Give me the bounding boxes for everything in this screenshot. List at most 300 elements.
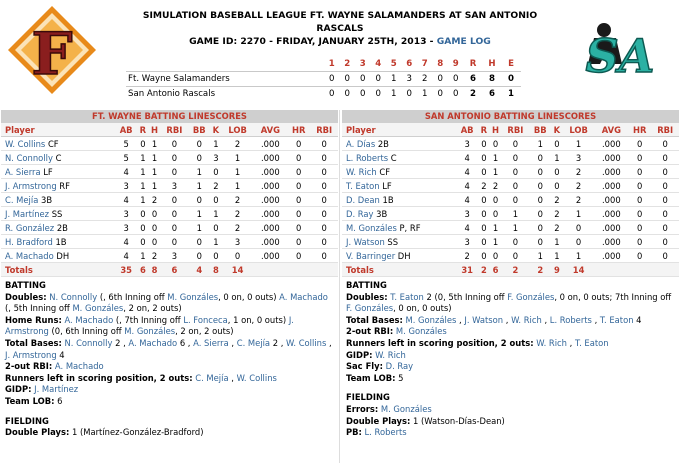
linescore-header-inning: 7	[417, 57, 433, 72]
col-header: BB	[529, 123, 551, 137]
errors-note	[346, 404, 675, 416]
player-link[interactable]: A. Machado	[279, 291, 328, 302]
two-out-rbi-label: 2-out RBI:	[346, 326, 394, 337]
player-link[interactable]: A. Sierra	[5, 166, 41, 177]
player-cell	[1, 235, 115, 249]
player-link[interactable]: C. Mejía	[5, 194, 39, 205]
note-text: ,	[566, 337, 575, 348]
stat-cell: .000	[254, 207, 287, 221]
stat-cell: 4	[115, 165, 137, 179]
stat-cell: 0	[287, 151, 310, 165]
note-text: 5	[395, 372, 404, 383]
sac-fly-note	[346, 361, 675, 373]
stat-cell: 0	[287, 193, 310, 207]
player-position: CF	[376, 166, 391, 177]
header-line1: SIMULATION BASEBALL LEAGUE FT. WAYNE SALAMANDERS AT SAN ANTONIO	[142, 10, 538, 21]
stat-cell: .000	[254, 165, 287, 179]
totals-cell: 8	[210, 263, 221, 277]
stat-cell: 1	[188, 165, 210, 179]
stat-cell: 0	[310, 207, 338, 221]
note-text: ,	[541, 314, 550, 325]
header-line2: RASCALS	[316, 23, 364, 34]
logo-left-letter: F	[31, 20, 73, 88]
stat-cell: 0	[628, 151, 651, 165]
stat-cell: 1	[563, 137, 595, 151]
player-cell	[342, 165, 456, 179]
stat-cell: 0	[222, 249, 254, 263]
stat-cell: 1	[137, 165, 148, 179]
stat-cell: 0	[310, 235, 338, 249]
player-link[interactable]: M. Gonzáles	[380, 403, 432, 414]
player-link[interactable]: J. Watson	[346, 236, 385, 247]
gidp-note	[5, 384, 334, 396]
stat-cell: 0	[529, 179, 551, 193]
stat-cell: .000	[595, 221, 628, 235]
note-text: 4	[633, 314, 642, 325]
stat-cell: .000	[595, 137, 628, 151]
stat-cell: .000	[254, 235, 287, 249]
player-link[interactable]: F. Gonzáles	[507, 291, 555, 302]
stat-cell: 1	[188, 207, 210, 221]
stat-cell: 0	[651, 249, 679, 263]
stat-cell: 0	[489, 249, 501, 263]
col-header: LOB	[563, 123, 595, 137]
stat-cell: 4	[456, 221, 478, 235]
stat-cell: 2	[222, 137, 254, 151]
risp-label: Runners left in scoring position, 2 outs:	[5, 372, 193, 383]
linescore-header-inning: 9	[448, 57, 464, 72]
home-totals-row	[342, 263, 679, 277]
stat-cell: 0	[210, 165, 221, 179]
player-link[interactable]: A. Días	[346, 138, 376, 149]
stat-cell: 1	[222, 151, 254, 165]
note-text: (0, 6th Inning off	[48, 326, 125, 337]
stat-cell: .000	[595, 235, 628, 249]
stat-cell: 0	[502, 165, 530, 179]
stat-cell: 0	[563, 235, 595, 249]
totals-label: Totals	[342, 263, 456, 277]
stat-cell: 2	[456, 249, 478, 263]
player-cell	[1, 137, 115, 151]
home-notes	[342, 280, 679, 439]
stat-cell: .000	[254, 137, 287, 151]
player-link[interactable]: V. Barringer	[346, 250, 396, 261]
stat-cell: 0	[188, 151, 210, 165]
player-link[interactable]: W. Rich	[346, 166, 377, 177]
col-header: RBI	[161, 123, 189, 137]
stat-cell: .000	[595, 165, 628, 179]
player-cell	[342, 137, 456, 151]
stat-cell: 1	[137, 151, 148, 165]
column-divider	[339, 110, 340, 463]
stat-cell: 0	[651, 221, 679, 235]
note-text: 6	[54, 395, 63, 406]
san-antonio-logo	[572, 8, 668, 90]
linescore-hits: 8	[483, 72, 502, 87]
player-link[interactable]: M. Gonzáles	[167, 291, 219, 302]
player-cell	[342, 207, 456, 221]
stat-cell: 3	[456, 207, 478, 221]
player-position: RF	[56, 180, 70, 191]
linescore-inning-runs: 0	[448, 72, 464, 87]
linescore-row-away	[126, 72, 521, 87]
player-link[interactable]: A. Machado	[54, 361, 104, 372]
player-position: 2B	[54, 222, 68, 233]
player-link[interactable]: L. Roberts	[549, 314, 592, 325]
two-out-rbi-note	[5, 361, 334, 373]
player-link[interactable]: J. Martínez	[34, 384, 79, 395]
stat-cell: 0	[651, 207, 679, 221]
player-row	[342, 137, 679, 151]
game-log-link[interactable]: GAME LOG	[436, 36, 491, 47]
stat-cell: 0	[161, 207, 189, 221]
risp-note	[5, 373, 334, 385]
stat-cell: .000	[254, 179, 287, 193]
stat-cell: 0	[210, 221, 221, 235]
stat-cell: 0	[478, 235, 489, 249]
player-cell	[1, 179, 115, 193]
player-link[interactable]: J. Watson	[464, 314, 504, 325]
stat-cell: 0	[628, 249, 651, 263]
stat-cell: 0	[502, 137, 530, 151]
stat-cell: 4	[456, 179, 478, 193]
player-link[interactable]: H. Bradford	[5, 236, 53, 247]
player-link[interactable]: C. Mejía	[195, 372, 229, 383]
player-link[interactable]: W. Collins	[236, 372, 277, 383]
player-cell	[342, 193, 456, 207]
stat-cell: 2	[551, 193, 562, 207]
player-row	[342, 193, 679, 207]
stat-cell: 2	[210, 179, 221, 193]
player-link[interactable]: T. Eaton	[346, 180, 380, 191]
away-totals-row	[1, 263, 338, 277]
double-plays-note	[346, 416, 675, 428]
col-header: H	[148, 123, 160, 137]
linescore-inning-runs: 0	[433, 72, 449, 87]
note-text: , 0 on, 0 outs; 7th Inning off	[554, 291, 672, 302]
stat-cell: 0	[148, 235, 160, 249]
col-header: BB	[188, 123, 210, 137]
stat-cell: 0	[502, 179, 530, 193]
stat-cell: 1	[489, 235, 501, 249]
stat-cell: 1	[551, 151, 562, 165]
stat-cell: 1	[529, 249, 551, 263]
player-cell	[1, 249, 115, 263]
linescore-team-name: Ft. Wayne Salamanders	[126, 72, 324, 87]
stat-cell: 1	[148, 151, 160, 165]
linescore-runs: 6	[464, 72, 483, 87]
batting-header-row	[1, 123, 338, 137]
totals-cell: 9	[551, 263, 562, 277]
gidp-label: GIDP:	[5, 384, 32, 395]
stat-cell: 3	[115, 207, 137, 221]
col-header: AVG	[595, 123, 628, 137]
col-header: HR	[287, 123, 310, 137]
player-link[interactable]: N. Connolly	[64, 337, 113, 348]
player-position: LF	[40, 166, 53, 177]
player-link[interactable]: A. Machado	[64, 314, 114, 325]
player-link[interactable]: R. González	[5, 222, 55, 233]
stat-cell: 0	[287, 221, 310, 235]
stat-cell: 1	[502, 207, 530, 221]
linescore-runs: 2	[470, 89, 476, 99]
col-header: RBI	[310, 123, 338, 137]
col-header: H	[489, 123, 501, 137]
player-row	[342, 165, 679, 179]
player-cell	[342, 221, 456, 235]
player-link[interactable]: M. Gonzáles	[346, 222, 397, 233]
stat-cell: 3	[115, 179, 137, 193]
stat-cell: 2	[563, 193, 595, 207]
risp-note	[346, 338, 675, 350]
totals-cell: 2	[502, 263, 530, 277]
player-link[interactable]: W. Collins	[286, 337, 327, 348]
player-link[interactable]: W. Rich	[536, 337, 567, 348]
player-link[interactable]: J. Martínez	[5, 208, 50, 219]
linescore-inning-runs: 1	[422, 89, 428, 99]
linescore-header-team	[126, 57, 324, 72]
stat-cell: 5	[115, 151, 137, 165]
linescore-table	[126, 57, 521, 101]
game-info-text: GAME ID: 2270 - FRIDAY, JANUARY 25TH, 2013 -	[189, 36, 437, 47]
stat-cell: 1	[210, 207, 221, 221]
passed-balls-note	[346, 427, 675, 439]
stat-cell: .000	[254, 151, 287, 165]
linescore-inning-runs: 0	[371, 72, 387, 87]
player-cell	[1, 165, 115, 179]
stat-cell: 1	[188, 179, 210, 193]
linescore-header-inning: 5	[386, 57, 402, 72]
stat-cell: 2	[563, 165, 595, 179]
stat-cell: 5	[115, 137, 137, 151]
stat-cell: 0	[210, 249, 221, 263]
stat-cell: 0	[161, 221, 189, 235]
player-row	[1, 207, 338, 221]
linescore-inning-runs: 1	[391, 89, 397, 99]
player-link[interactable]: T. Eaton	[574, 337, 609, 348]
player-link[interactable]: M. Gonzáles	[405, 314, 457, 325]
stat-cell: 2	[551, 207, 562, 221]
fielding-section-label: FIELDING	[346, 392, 390, 403]
player-link[interactable]: D. Ray	[346, 208, 374, 219]
home-batting-rows	[342, 137, 679, 263]
col-header: K	[551, 123, 562, 137]
player-position: C	[388, 152, 397, 163]
player-link[interactable]: L. Roberts	[364, 427, 407, 438]
stat-cell: 0	[148, 221, 160, 235]
col-header: LOB	[222, 123, 254, 137]
stat-cell: 2	[222, 207, 254, 221]
stat-cell: 1	[529, 137, 551, 151]
double-plays-label: Double Plays:	[346, 415, 411, 426]
stat-cell: 0	[287, 249, 310, 263]
stat-cell: 0	[628, 179, 651, 193]
home-runs-note	[5, 315, 334, 338]
batting-section-label: BATTING	[5, 280, 46, 290]
away-batting-rows	[1, 137, 338, 263]
player-link[interactable]: F. Gonzáles	[346, 303, 394, 314]
stat-cell: .000	[595, 151, 628, 165]
team-lob-note	[5, 396, 334, 408]
stat-cell: 2	[478, 179, 489, 193]
player-link[interactable]: W. Rich	[375, 349, 406, 360]
player-row	[1, 193, 338, 207]
player-cell	[1, 151, 115, 165]
player-link[interactable]: W. Rich	[511, 314, 542, 325]
linescore-hits: 6	[489, 89, 495, 99]
stat-cell: 0	[210, 193, 221, 207]
totals-cell: 6	[489, 263, 501, 277]
player-cell	[342, 179, 456, 193]
linescore-errors: 0	[502, 72, 521, 87]
player-row	[342, 249, 679, 263]
player-link[interactable]: A. Machado	[128, 337, 178, 348]
totals-cell: 14	[563, 263, 595, 277]
stat-cell: 3	[161, 179, 189, 193]
totals-cell	[595, 263, 628, 277]
stat-cell: 0	[287, 207, 310, 221]
linescore-inning-runs: 0	[437, 89, 443, 99]
note-text: 4	[56, 349, 65, 360]
gidp-note	[346, 350, 675, 362]
stat-cell: 0	[651, 235, 679, 249]
stat-cell: .000	[254, 221, 287, 235]
stat-cell: 0	[478, 193, 489, 207]
linescore-header-inning: 6	[402, 57, 418, 72]
game-header	[110, 9, 570, 48]
col-header: RBI	[651, 123, 679, 137]
stat-cell: 1	[210, 235, 221, 249]
linescore-inning-runs: 0	[406, 89, 412, 99]
stat-cell: 2	[563, 179, 595, 193]
player-link[interactable]: T. Eaton	[390, 291, 424, 302]
stat-cell: 0	[161, 235, 189, 249]
stat-cell: 1	[222, 179, 254, 193]
stat-cell: 0	[310, 179, 338, 193]
linescore-inning-runs: 3	[402, 72, 418, 87]
stat-cell: 1	[188, 221, 210, 235]
linescore-inning-runs: 0	[355, 72, 371, 87]
col-header: R	[137, 123, 148, 137]
note-text: , 2 on, 2 outs)	[175, 326, 234, 337]
player-link[interactable]: J. Armstrong	[5, 314, 294, 337]
col-header: K	[210, 123, 221, 137]
note-text: ,	[456, 314, 465, 325]
linescore-inning-runs: 0	[344, 89, 350, 99]
stat-cell: 1	[137, 249, 148, 263]
stat-cell: 1	[563, 249, 595, 263]
linescore-header-h: H	[483, 57, 502, 72]
player-link[interactable]: D. Dean	[346, 194, 380, 205]
away-batting-table	[1, 123, 338, 277]
stat-cell: 0	[651, 137, 679, 151]
player-link[interactable]: T. Eaton	[599, 314, 634, 325]
stat-cell: 0	[287, 179, 310, 193]
note-text: ,	[591, 314, 600, 325]
stat-cell: 0	[137, 137, 148, 151]
sac-fly-label: Sac Fly:	[346, 361, 383, 372]
col-header: AB	[115, 123, 137, 137]
double-plays-note	[5, 427, 334, 439]
stat-cell: 0	[489, 207, 501, 221]
stat-cell: 0	[651, 179, 679, 193]
player-link[interactable]: L. Roberts	[346, 152, 389, 163]
totals-cell: 6	[137, 263, 148, 277]
stat-cell: 0	[529, 165, 551, 179]
note-text: 2 (0, 5th Inning off	[423, 291, 508, 302]
linescore-inning-runs: 0	[360, 89, 366, 99]
game-info	[110, 35, 570, 48]
player-link[interactable]: N. Connolly	[49, 291, 98, 302]
stat-cell: 0	[310, 249, 338, 263]
stat-cell: 1	[137, 179, 148, 193]
stat-cell: 1	[489, 221, 501, 235]
linescore-inning-runs: 0	[453, 89, 459, 99]
team-lob-note	[346, 373, 675, 385]
player-row	[342, 179, 679, 193]
linescore-team-name: San Antonio Rascals	[128, 89, 216, 99]
player-link[interactable]: M. Gonzáles	[124, 326, 176, 337]
stat-cell: 4	[456, 165, 478, 179]
linescore-errors: 1	[508, 89, 514, 99]
player-position: C	[52, 152, 62, 163]
stat-cell: .000	[595, 249, 628, 263]
player-link[interactable]: M. Gonzáles	[395, 326, 447, 337]
player-row	[1, 151, 338, 165]
stat-cell: 1	[502, 221, 530, 235]
stat-cell: 0	[502, 151, 530, 165]
errors-label: Errors:	[346, 403, 379, 414]
player-link[interactable]: M. Gonzáles	[72, 303, 124, 314]
player-row	[342, 235, 679, 249]
passed-balls-label: PB:	[346, 427, 362, 438]
stat-cell: 0	[502, 249, 530, 263]
stat-cell: 0	[628, 207, 651, 221]
totals-cell	[628, 263, 651, 277]
stat-cell: 0	[551, 165, 562, 179]
logo-right-letters: SA	[585, 29, 655, 83]
note-text: ,	[326, 337, 332, 348]
stat-cell: 3	[115, 221, 137, 235]
note-text: ,	[503, 314, 512, 325]
player-row	[1, 235, 338, 249]
stat-cell: 1	[148, 179, 160, 193]
stat-cell: 0	[529, 221, 551, 235]
player-link[interactable]: N. Connolly	[5, 152, 53, 163]
player-link[interactable]: A. Sierra	[193, 337, 229, 348]
player-link[interactable]: J. Armstrong	[5, 349, 57, 360]
player-row	[1, 165, 338, 179]
player-link[interactable]: L. Fonceca	[183, 314, 228, 325]
player-position: CF	[45, 138, 59, 149]
totals-cell: 35	[115, 263, 137, 277]
stat-cell: 0	[478, 207, 489, 221]
stat-cell: 1	[551, 249, 562, 263]
doubles-note	[346, 292, 675, 315]
player-link[interactable]: W. Collins	[5, 138, 46, 149]
player-link[interactable]: J. Armstrong	[5, 180, 57, 191]
player-link[interactable]: C. Mejía	[236, 337, 271, 348]
player-link[interactable]: D. Ray	[385, 361, 414, 372]
away-batting-title: FT. WAYNE BATTING LINESCORES	[1, 110, 338, 123]
stat-cell: 0	[148, 207, 160, 221]
stat-cell: 0	[628, 235, 651, 249]
stat-cell: 0	[161, 193, 189, 207]
player-link[interactable]: A. Machado	[5, 250, 54, 261]
linescore-inning-runs: 0	[329, 89, 335, 99]
totals-cell: 6	[161, 263, 189, 277]
home-batting-table	[342, 123, 679, 277]
